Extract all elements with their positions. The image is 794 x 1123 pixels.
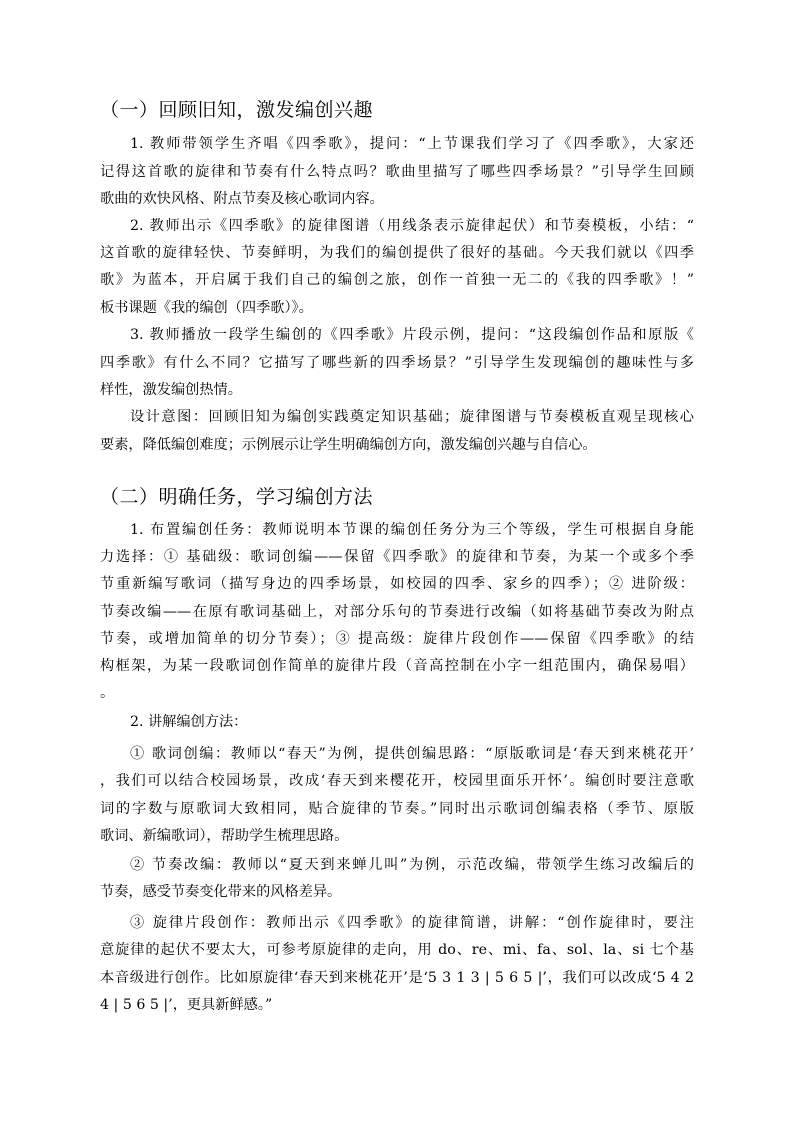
text-line: 1. 教师带领学生齐唱《四季歌》，提问：“上节课我们学习了《四季歌》，大家还 — [130, 136, 694, 152]
text-line: 2. 讲解编创方法： — [130, 714, 248, 730]
text-line: 歌词、新编歌词），帮助学生梳理思路。 — [100, 828, 349, 844]
text-line: ③ 旋律片段创作：教师出示《四季歌》的旋律简谱，讲解：“创作旋律时，要注 — [130, 915, 694, 931]
text-line: 词的字数与原歌词大致相同，贴合旋律的节奏。”同时出示歌词创编表格（季节、原版 — [100, 801, 694, 817]
text-line: ，我们可以结合校园场景，改成‘春天到来樱花开，校园里面乐开怀’。编创时要注意歌 — [100, 773, 694, 789]
text-line: 要素，降低编创难度；示例展示让学生明确编创方向，激发编创兴趣与自信心。 — [100, 437, 597, 453]
text-line: 节重新编写歌词（描写身边的四季场景，如校园的四季、家乡的四季）；② 进阶级： — [100, 576, 694, 592]
text-line: 。 — [100, 685, 115, 701]
text-line: ① 歌词创编：教师以“春天”为例，提供创编思路：“原版歌词是‘春天到来桃花开’ — [130, 746, 694, 762]
text-line: 设计意图：回顾旧知为编创实践奠定知识基础；旋律图谱与节奏模板直观呈现核心 — [130, 409, 694, 425]
text-line: 节奏，或增加简单的切分节奏）；③ 提高级：旋律片段创作——保留《四季歌》的结 — [100, 631, 694, 647]
text-line: 2. 教师出示《四季歌》的旋律图谱（用线条表示旋律起伏）和节奏模板，小结：“ — [130, 218, 694, 234]
text-line: 本音级进行创作。比如原旋律‘春天到来桃花开’是‘5 3 1 3 | 5 6 5 |’，我们可以改成‘5 4 2 — [100, 970, 694, 986]
text-line: 节奏改编——在原有歌词基础上，对部分乐句的节奏进行改编（如将基础节奏改为附点 — [100, 604, 694, 620]
text-line: 节奏，感受节奏变化带来的风格差异。 — [100, 884, 342, 900]
text-line: 样性，激发编创热情。 — [100, 382, 242, 398]
section-2-heading: （二）明确任务，学习编创方法 — [100, 486, 374, 508]
text-line: 意旋律的起伏不要太大，可参考原旋律的走向，用 do、re、mi、fa、sol、la、si 七个基 — [100, 942, 694, 958]
text-line: ② 节奏改编：教师以“夏天到来蝉儿叫”为例，示范改编，带领学生练习改编后的 — [130, 857, 694, 873]
text-line: 1. 布置编创任务：教师说明本节课的编创任务分为三个等级，学生可根据自身能 — [130, 522, 694, 538]
text-line: 四季歌》有什么不同？它描写了哪些新的四季场景？”引导学生发现编创的趣味性与多 — [100, 355, 694, 371]
text-line: 构框架，为某一段歌词创作简单的旋律片段（音高控制在小字一组范围内，确保易唱） — [100, 658, 694, 674]
text-line: 4 | 5 6 5 |’，更具新鲜感。” — [100, 997, 273, 1013]
text-line: 歌》为蓝本，开启属于我们自己的编创之旅，创作一首独一无二的《我的四季歌》！” — [100, 272, 694, 288]
text-line: 记得这首歌的旋律和节奏有什么特点吗？歌曲里描写了哪些四季场景？”引导学生回顾 — [100, 164, 694, 180]
text-line: 板书课题《我的编创（四季歌）》。 — [100, 300, 313, 316]
text-line: 歌曲的欢快风格、附点节奏及核心歌词内容。 — [100, 191, 384, 207]
text-line: 力选择：① 基础级：歌词创编——保留《四季歌》的旋律和节奏，为某一个或多个季 — [100, 549, 694, 565]
text-line: 这首歌的旋律轻快、节奏鲜明，为我们的编创提供了很好的基础。今天我们就以《四季 — [100, 245, 694, 261]
section-1-heading: （一）回顾旧知，激发编创兴趣 — [100, 99, 374, 121]
text-line: 3. 教师播放一段学生编创的《四季歌》片段示例，提问：“这段编创作品和原版《 — [130, 327, 694, 343]
